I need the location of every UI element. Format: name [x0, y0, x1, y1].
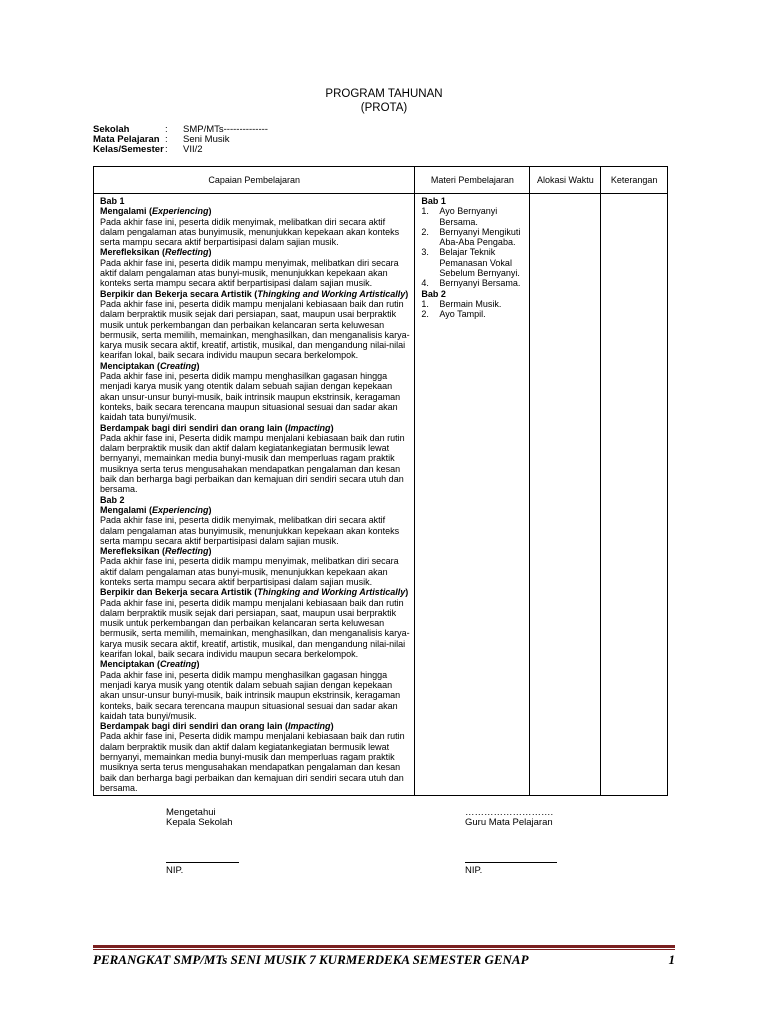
document-meta: [93, 125, 268, 155]
section-heading-text: Mengalami (: [100, 504, 153, 515]
materi-item-text: Bermain Musik.: [439, 298, 502, 309]
header-alokasi: Alokasi Waktu: [530, 167, 601, 194]
materi-item: [421, 247, 525, 278]
materi-item: [421, 309, 525, 319]
footer-text: PERANGKAT SMP/MTs SENI MUSIK 7 KURMERDEKA SEMESTER GENAP: [93, 952, 529, 967]
meta-colon: :: [165, 124, 168, 135]
section-heading-english: Reflecting: [165, 546, 209, 557]
capaian-section-heading: [100, 659, 410, 669]
right-signature-role: Guru Mata Pelajaran: [465, 817, 553, 828]
meta-row: [93, 145, 268, 155]
left-signature-title: Mengetahui: [166, 807, 216, 818]
section-heading-english: Impacting: [288, 422, 331, 433]
materi-list: [421, 206, 525, 288]
meta-label: Kelas/Semester: [93, 144, 164, 155]
meta-colon: :: [165, 134, 168, 145]
section-heading-close: ): [330, 422, 334, 433]
footer-rule-thick: [93, 945, 675, 948]
section-heading-text: Berdampak bagi diri sendiri dan orang lain (: [100, 721, 289, 732]
materi-item: [421, 227, 525, 248]
section-heading-english: Thingking and Working Artistically: [257, 587, 406, 598]
capaian-section-heading: [100, 361, 410, 371]
section-heading-close: ): [330, 721, 334, 732]
left-signature-line: [166, 862, 239, 863]
section-heading-text: Berpikir dan Bekerja secara Artistik (: [100, 587, 258, 598]
meta-value: VII/2: [183, 144, 203, 155]
capaian-section-heading: [100, 289, 410, 299]
meta-colon: :: [165, 144, 168, 155]
section-heading-english: Thingking and Working Artistically: [257, 288, 406, 299]
capaian-section-heading: [100, 587, 410, 597]
capaian-section-text: Pada akhir fase ini, peserta didik menyimak, melibatkan diri secara aktif dalam pengalaman atas bunyimusik, menunjukkan kepekaan akan konteks serta mampu secara aktif berpartisipasi dalam sajian musik.: [100, 216, 400, 248]
keterangan-cell: [601, 194, 668, 796]
materi-item-text: Bernyanyi Bersama.: [439, 278, 521, 289]
capaian-section-text: Pada akhir fase ini, peserta didik mampu menyimak, melibatkan diri secara aktif dalam pengalaman atas bunyi-musik, menunjukkan kepekaan akan konteks serta mampu secara aktif berpartisipasi dalam sajian musik.: [100, 257, 399, 289]
section-heading-text: Menciptakan (: [100, 659, 161, 670]
page-number: 1: [668, 952, 675, 967]
capaian-section-text: Pada akhir fase ini, peserta didik mampu menghasilkan gagasan hingga menjadi karya musik yang otentik dalam sebuah sajian dengan kepekaan akan unsur-unsur bunyi-musik, baik intrinsik maupun ekstrinsik, keragaman konteks, baik secara terencana maupun situasional sesuai dan sadar akan kaidah tata bunyi/musik.: [100, 371, 401, 423]
materi-item: [421, 278, 525, 288]
capaian-section-text: Pada akhir fase ini, Peserta didik mampu menjalani kebiasaan baik dan rutin dalam berpraktik musik dan aktif dalam kegiatankegiatan bermusik lewat bernyanyi, memainkan media bunyi-musik dan memperluas ragam praktik musiknya serta terus mengusahakan mendapatkan pengalaman dan kesan baik dan berharga bagi perbaikan dan kemajuan diri sendiri secara utuh dan bersama.: [100, 432, 405, 495]
capaian-section-text: Pada akhir fase ini, peserta didik mampu menyimak, melibatkan diri secara aktif dalam pengalaman atas bunyi-musik, menunjukkan kepekaan akan konteks serta mampu secara aktif berpartisipasi dalam sajian musik.: [100, 556, 399, 587]
left-nip: NIP.: [166, 865, 184, 876]
meta-value: Seni Musik: [183, 134, 230, 145]
capaian-section-heading: [100, 206, 410, 216]
header-materi: Materi Pembelajaran: [415, 167, 530, 194]
materi-bab-heading: Bab 2: [421, 288, 446, 299]
meta-label: Sekolah: [93, 124, 130, 135]
materi-cell: [415, 194, 530, 796]
capaian-section-text: Pada akhir fase ini, peserta didik mampu menjalani kebiasaan baik dan rutin dalam berpraktik musik sejak dari persiapan, saat, maupun usai berpraktik musik untuk perkembangan dan perbaikan kelancaran serta keluwesan bermusik, serta memilih, memainkan, menghasilkan, dan menganalisis karya-karya musik secara aktif, kreatif, artistik, musikal, dan mengandung nilai-nilai kearifan lokal, baik secara individu maupun secara berkelompok.: [100, 298, 410, 361]
materi-list: [421, 299, 525, 320]
materi-item-text: Bernyanyi Mengikuti Aba-Aba Pengaba.: [439, 226, 521, 248]
section-heading-close: ): [405, 288, 409, 299]
header-keterangan: Keterangan: [601, 167, 668, 194]
section-heading-text: Menciptakan (: [100, 360, 161, 371]
prota-table: [93, 166, 668, 796]
footer: [93, 952, 675, 968]
section-heading-close: ): [196, 659, 200, 670]
section-heading-close: ): [208, 546, 212, 557]
section-heading-close: ): [196, 360, 200, 371]
materi-item-text: Ayo Tampil.: [439, 309, 486, 320]
header-capaian: Capaian Pembelajaran: [94, 167, 415, 194]
section-heading-english: Experiencing: [152, 504, 209, 515]
capaian-section-text: Pada akhir fase ini, peserta didik mampu menjalani kebiasaan baik dan rutin dalam berpraktik musik sejak dari persiapan, saat, maupun usai berpraktik musik untuk perkembangan dan perbaikan kelancaran serta keluwesan bermusik, serta memilih, memainkan, menghasilkan, dan menganalisis karya-karya musik secara aktif, kreatif, artistik, musikal, dan mengandung nilai-nilai kearifan lokal, baik secara individu maupun secara berkelompok.: [100, 597, 410, 660]
capaian-bab-heading: Bab 2: [100, 494, 125, 505]
capaian-section-text: Pada akhir fase ini, peserta didik menyimak, melibatkan diri secara aktif dalam pengalaman atas bunyimusik, menunjukkan kepekaan akan konteks serta mampu secara aktif berpartisipasi dalam sajian musik.: [100, 515, 400, 546]
section-heading-text: Mengalami (: [100, 206, 153, 217]
section-heading-english: Creating: [160, 360, 197, 371]
capaian-cell: [94, 194, 415, 796]
materi-item-number: 1.: [421, 206, 429, 217]
capaian-section-heading: [100, 505, 410, 515]
section-heading-english: Reflecting: [165, 247, 209, 258]
section-heading-text: Merefleksikan (: [100, 546, 166, 557]
meta-value: SMP/MTs--------------: [183, 124, 268, 135]
section-heading-english: Experiencing: [152, 206, 209, 217]
section-heading-close: ): [208, 247, 212, 258]
capaian-section-heading: [100, 423, 410, 433]
section-heading-close: ): [208, 206, 212, 217]
materi-item-number: 2.: [421, 226, 429, 237]
alokasi-cell: [530, 194, 601, 796]
capaian-section-text: Pada akhir fase ini, Peserta didik mampu menjalani kebiasaan baik dan rutin dalam berpraktik musik dan aktif dalam kegiatankegiatan bermusik lewat bernyanyi, memainkan media bunyi-musik dan memperluas ragam praktik musiknya serta terus mengusahakan mendapatkan pengalaman dan kesan baik dan berharga bagi perbaikan dan kemajuan diri sendiri secara utuh dan bersama.: [100, 731, 405, 793]
page-title: PROGRAM TAHUNAN: [325, 88, 443, 100]
right-nip: NIP.: [465, 865, 483, 876]
materi-item-number: 1.: [421, 298, 429, 309]
section-heading-close: ): [208, 504, 212, 515]
meta-label: Mata Pelajaran: [93, 134, 160, 145]
materi-bab-heading: Bab 1: [421, 196, 446, 206]
materi-item: [421, 299, 525, 309]
capaian-section-text: Pada akhir fase ini, peserta didik mampu menghasilkan gagasan hingga menjadi karya musik yang otentik dalam sebuah sajian dengan kepekaan akan unsur-unsur bunyi-musik, baik intrinsik maupun ekstrinsik, keragaman konteks, baik secara terencana maupun situasional sesuai dan sadar akan kaidah tata bunyi/musik.: [100, 669, 401, 721]
section-heading-english: Impacting: [288, 721, 331, 732]
footer-rule-thin: [93, 949, 675, 950]
materi-item-text: Ayo Bernyanyi Bersama.: [439, 206, 498, 227]
capaian-section-heading: [100, 546, 410, 556]
materi-item-number: 3.: [421, 247, 429, 258]
section-heading-english: Creating: [160, 659, 197, 670]
left-signature-role: Kepala Sekolah: [166, 817, 233, 828]
section-heading-text: Berpikir dan Bekerja secara Artistik (: [100, 288, 258, 299]
right-signature-name: ……………………….: [465, 807, 554, 818]
page-subtitle: (PROTA): [360, 102, 408, 114]
materi-item-number: 2.: [421, 309, 429, 320]
right-signature-line: [465, 862, 557, 863]
capaian-section-heading: [100, 721, 410, 731]
section-heading-text: Berdampak bagi diri sendiri dan orang lain (: [100, 422, 289, 433]
capaian-section-heading: [100, 247, 410, 257]
materi-item: [421, 206, 525, 227]
materi-item-number: 4.: [421, 278, 429, 289]
section-heading-text: Merefleksikan (: [100, 247, 166, 258]
section-heading-close: ): [405, 587, 409, 598]
capaian-bab-heading: Bab 1: [100, 196, 125, 206]
materi-item-text: Belajar Teknik Pemanasan Vokal Sebelum Bernyanyi.: [439, 247, 520, 279]
